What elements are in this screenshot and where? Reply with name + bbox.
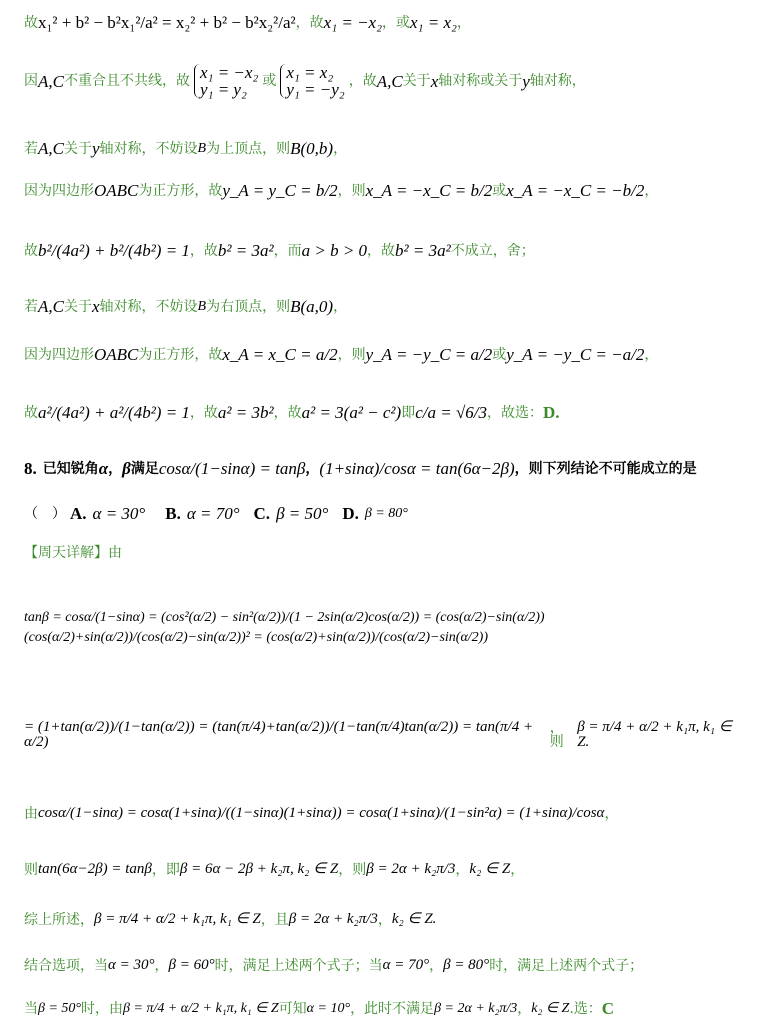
equation: β = π/4 + α/2 + k₁π, k₁ ∈ Z. (577, 719, 732, 750)
text: ，故 (367, 242, 396, 259)
text: ， (510, 861, 525, 878)
text: 时，由 (81, 1000, 124, 1017)
text: ， (154, 957, 169, 974)
text: ， (429, 957, 444, 974)
text: ，故 (189, 404, 218, 421)
equation: x₁ = −x₂ (323, 13, 383, 32)
equation: k₂ ∈ Z (531, 1000, 570, 1016)
text: ，且 (260, 911, 289, 928)
text: 时，满足上述两个式子；当 (214, 957, 383, 974)
answer-blank: （ ） (24, 505, 66, 522)
equation: a > b > 0 (301, 241, 368, 260)
equation: tan(6α−2β) = tanβ (38, 861, 152, 877)
text: 或 (492, 346, 507, 363)
text: ，则下列结论不可能成立的是 (514, 460, 697, 477)
text: 不成立，舍； (450, 242, 535, 259)
text: ，而 (273, 242, 302, 259)
text: ，则 (337, 346, 366, 363)
equation: a²/(4a²) + a²/(4b²) = 1 (38, 403, 190, 422)
text: 因为四边形 (24, 346, 94, 363)
equation: a² = 3(a² − c²) (301, 403, 402, 422)
equation: A,C (38, 297, 64, 316)
equation: b² = 3a² (395, 241, 451, 260)
text: ，故 (295, 14, 324, 31)
line-1 (24, 14, 471, 31)
equation: k₂ ∈ Z (469, 861, 511, 877)
equation: α = 70° (382, 957, 430, 973)
text: 综上所述， (24, 911, 94, 928)
equation: k₂ ∈ Z. (391, 911, 437, 927)
answer: D. (543, 403, 560, 422)
equation: y_A = y_C = b/2 (222, 181, 338, 200)
line-7 (24, 346, 658, 363)
text: 关于 (63, 298, 92, 315)
system-1 (194, 64, 258, 98)
equation: y₁ = −y₂ (286, 80, 345, 99)
equation: x₁ = −x₂ (199, 63, 259, 82)
text: ， (333, 298, 348, 315)
equation: y₁ = y₂ (199, 80, 247, 99)
equation: β (122, 459, 131, 478)
text: 关于 (402, 73, 431, 89)
equation: β = 2α + k₂π/3 (366, 861, 456, 877)
text: ，或 (382, 14, 411, 31)
equation: α (98, 459, 109, 478)
equation: x_A = −x_C = −b/2 (506, 181, 645, 200)
equation: = (1+tan(α/2))/(1−tan(α/2)) = (tan(π/4)+tan(α/2))/(1−tan(π/4)tan(α/2)) = tan(π/4 + α/2) (24, 719, 534, 750)
equation: β = π/4 + α/2 + k₁π, k₁ ∈ Z (94, 911, 261, 927)
equation: β = 80° (443, 957, 490, 973)
text: 时，满足上述两个式子； (489, 957, 644, 974)
text: 可知 (278, 1000, 307, 1017)
text: ， (456, 14, 471, 31)
text: 为正方形，故 (138, 182, 223, 199)
equation: β = 6α − 2β + k₂π, k₂ ∈ Z (179, 861, 339, 877)
text: 为上顶点，则 (206, 140, 291, 157)
equation: a² = 3b² (217, 403, 274, 422)
text: 【周天详解】由 (24, 545, 122, 561)
line-3 (24, 140, 347, 157)
option-b: α = 70° (186, 504, 240, 523)
line-8 (24, 404, 560, 421)
equation: b²/(4a²) + b²/(4b²) = 1 (38, 241, 190, 260)
text: ，故 (189, 242, 218, 259)
text: 即 (401, 404, 416, 421)
equation: y_A = −y_C = a/2 (365, 345, 493, 364)
line-5 (24, 242, 535, 259)
text: ，故 (273, 404, 302, 421)
equation: α = 10° (306, 1000, 351, 1016)
equation: β = 50° (38, 1000, 82, 1016)
text: 或 (492, 182, 507, 199)
options-row (24, 505, 408, 522)
equation: x₁ = x₂ (286, 63, 334, 82)
identity-line (24, 806, 618, 821)
equation: y_A = −y_C = −a/2 (506, 345, 645, 364)
equation: B (197, 140, 207, 156)
option-c-label: C. (253, 504, 271, 523)
text: ，故 (348, 73, 377, 89)
text: ， (455, 861, 470, 878)
equation: OABC (94, 181, 139, 200)
option-a: α = 30° (92, 504, 146, 523)
text: 因为四边形 (24, 182, 94, 199)
answer: C (601, 999, 615, 1018)
text: 轴对称或关于 (438, 73, 523, 89)
text: 或 (262, 73, 277, 89)
option-c: β = 50° (276, 504, 329, 523)
text: ，故选： (487, 404, 543, 421)
option-d-label: D. (342, 504, 359, 523)
equation: A,C (376, 71, 403, 91)
options-check-line (24, 958, 643, 973)
question-8 (24, 460, 697, 477)
equation: β = π/4 + α/2 + k₁π, k₁ ∈ Z (123, 1000, 279, 1016)
equation: cosα/(1−sinα) = cosα(1+sinα)/((1−sinα)(1+sinα)) = cosα(1+sinα)/(1−sin²α) = (1+sinα)/cosα (38, 805, 605, 821)
line-4 (24, 182, 658, 199)
text: .选： (569, 1000, 602, 1017)
solution-header (24, 546, 122, 560)
text: 为右顶点，则 (206, 298, 291, 315)
equation: x (91, 297, 100, 316)
text: 当 (24, 1000, 38, 1017)
equation: y (91, 139, 100, 158)
equation: β = 2α + k₂π/3 (434, 1000, 518, 1016)
equation: β = 60° (168, 957, 215, 973)
line-6 (24, 298, 347, 315)
text: 轴对称，不妨设 (99, 298, 198, 315)
equation: c/a = √6/3 (415, 403, 487, 422)
text: ，则 (549, 720, 564, 750)
equation: x₁ = x₂ (410, 13, 457, 32)
option-a-label: A. (70, 504, 87, 523)
equation: x (430, 71, 439, 91)
equation: y (522, 71, 530, 91)
equation: B(0,b) (290, 139, 334, 158)
equation: A,C (38, 139, 64, 158)
text: 满足 (130, 460, 159, 477)
text: ， (604, 805, 619, 822)
tan-derivation (24, 608, 744, 647)
text: 故 (24, 404, 38, 421)
then-line (24, 862, 524, 877)
text: ，则 (338, 861, 367, 878)
text: ， (333, 140, 348, 157)
option-b-label: B. (165, 504, 181, 523)
text: 若 (24, 140, 38, 157)
equation: cosα/(1−sinα) = tanβ (158, 459, 306, 478)
text: 轴对称， (529, 73, 586, 89)
line-2 (24, 64, 586, 98)
text: 不重合且不共线，故 (63, 73, 190, 89)
text: ，则 (337, 182, 366, 199)
equation: tanβ = cosα/(1−sinα) = (cos²(α/2) − sin²(α/2))/(1 − 2sin(α/2)cos(α/2)) = (cos(α/2)−sin(α/2))(cos(α/2)+sin(α/2))/(cos(α/2)−sin(α/2))² = (cos(α/2)+sin(α/2))/(cos(α/2)−sin(α/2)) (24, 610, 545, 645)
tan-sum-line (24, 720, 744, 750)
question-number: 8. (24, 459, 37, 478)
summary-line (24, 912, 436, 927)
equation: B (197, 298, 207, 314)
text: 故 (24, 14, 38, 31)
equation: x_A = −x_C = b/2 (365, 181, 493, 200)
equation: B(a,0) (290, 297, 334, 316)
text: 结合选项，当 (24, 957, 108, 974)
equation: x_A = x_C = a/2 (222, 345, 338, 364)
equation: A,C (38, 71, 64, 91)
conclusion-line (24, 1000, 614, 1017)
text: ，即 (151, 861, 180, 878)
equation: OABC (94, 345, 139, 364)
text: 故 (24, 242, 38, 259)
text: 若 (24, 298, 38, 315)
text: 关于 (63, 140, 92, 157)
equation: b² = 3a² (217, 241, 274, 260)
equation: x₁² + b² − b²x₁²/a² = x₂² + b² − b²x₂²/a² (38, 13, 296, 32)
text: ，此时不满足 (350, 1000, 435, 1017)
text: ， (108, 460, 123, 477)
text: ， (644, 346, 659, 363)
text: ， (377, 911, 392, 928)
text: 则 (24, 861, 38, 878)
option-d: β = 80° (364, 505, 408, 521)
equation: α = 30° (108, 957, 155, 973)
text: ， (517, 1000, 532, 1017)
text: 因 (24, 73, 38, 89)
text: ， (305, 460, 320, 477)
equation: β = 2α + k₂π/3 (288, 911, 378, 927)
text: ， (644, 182, 659, 199)
system-2 (280, 64, 344, 98)
text: 轴对称，不妨设 (99, 140, 198, 157)
text: 为正方形，故 (138, 346, 223, 363)
text: 已知锐角 (42, 460, 99, 477)
text: 由 (24, 805, 38, 822)
equation: (1+sinα)/cosα = tan(6α−2β) (319, 459, 515, 478)
